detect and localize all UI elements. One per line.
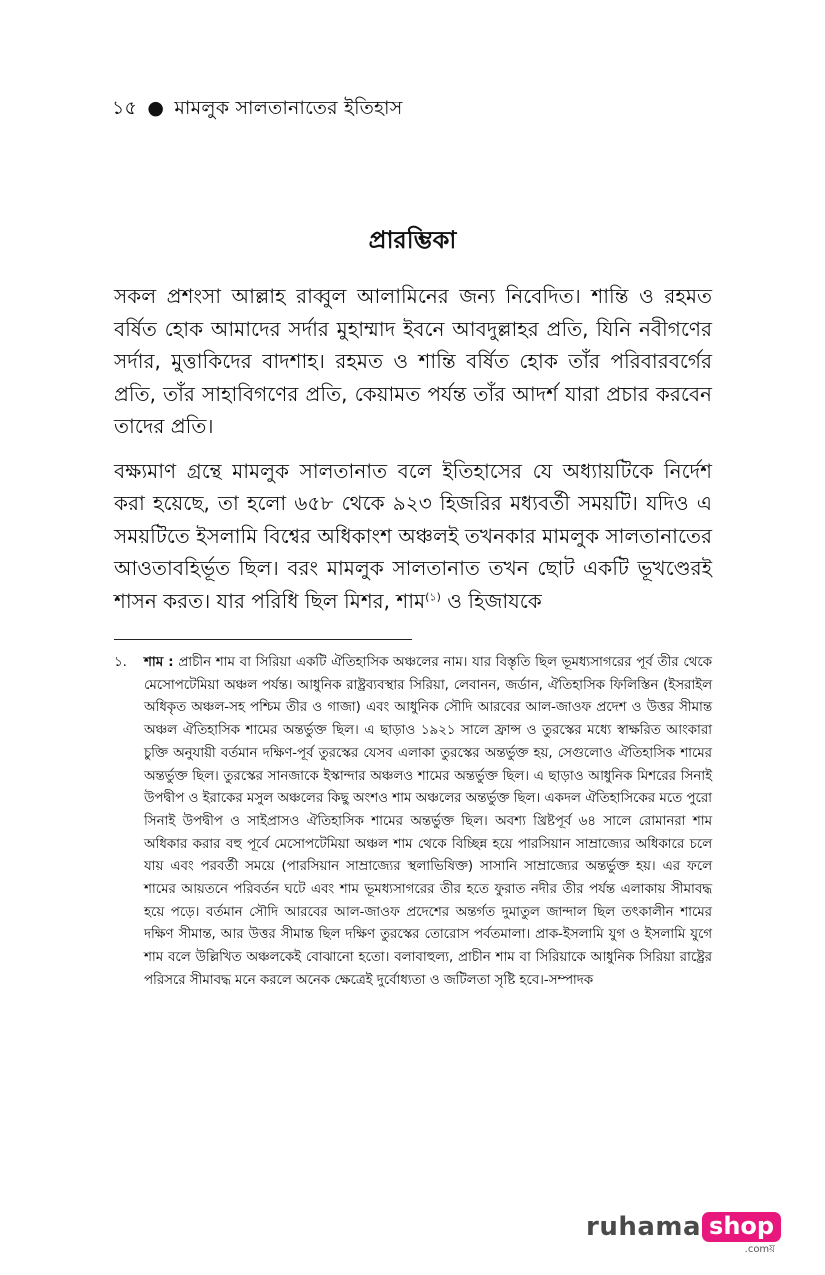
paragraph-2-text: বক্ষ্যমাণ গ্রন্থে মামলুক সালতানাত বলে ইতিহাসের যে অধ্যায়টিকে নির্দেশ করা হয়েছে, তা হলো ৬৫৮ থেকে ৯২৩ হিজরির মধ্যবর্তী সময়টি। যদিও এ সময়টিতে ইসলামি বিশ্বের অধিকাংশ অঞ্চলই তখনকার মামলুক সালতানাতের আওতাবহির্ভূত ছিল। বরং মামলুক সালতানাত তখন ছোট একটি ভূখণ্ডেরই শাসন করত। যার পরিধি ছিল মিশর, শাম <box>114 458 712 613</box>
footnote-number: ১. <box>114 655 127 670</box>
body-text <box>114 280 712 629</box>
chapter-title: প্রারম্ভিকা <box>368 226 457 254</box>
bullet-separator: ● <box>147 97 165 119</box>
footnote-reference[interactable]: (১) <box>425 589 441 603</box>
footnote-text: প্রাচীন শাম বা সিরিয়া একটি ঐতিহাসিক অঞ্চলের নাম। যার বিস্তৃতি ছিল ভূমধ্যসাগরের পূর্ব তীর থেকে মেসোপটেমিয়া অঞ্চল পর্যন্ত। আধুনিক রাষ্ট্রব্যবস্থার সিরিয়া, লেবানন, জর্ডান, ঐতিহাসিক ফিলিস্তিন (ইসরাইল অধিকৃত অঞ্চল-সহ পশ্চিম তীর ও গাজা) এবং আধুনিক সৌদি আরবের আল-জাওফ প্রদেশ ও উত্তর সীমান্ত অঞ্চল ঐতিহাসিক শামের অন্তর্ভুক্ত ছিল। এ ছাড়াও ১৯২১ সালে ফ্রান্স ও তুরস্কের মধ্যে স্বাক্ষরিত আংকারা চুক্তি অনুযায়ী বর্তমান দক্ষিণ-পূর্ব তুরস্কের যেসব এলাকা তুরস্কের অন্তর্ভুক্ত হয়, সেগুলোও ঐতিহাসিক শামের অন্তর্ভুক্ত ছিল। তুরস্কের সানজাকে ইস্কান্দার অঞ্চলও শামের অন্তর্ভুক্ত ছিল। এ ছাড়াও আধুনিক মিশরের সিনাই উপদ্বীপ ও ইরাকের মসুল অঞ্চলের কিছু অংশও শাম অঞ্চলের অন্তর্ভুক্ত ছিল। একদল ঐতিহাসিকের মতে পুরো সিনাই উপদ্বীপ ও সাইপ্রাসও ঐতিহাসিক শামের অন্তর্ভুক্ত ছিল। অবশ্য খ্রিষ্টপূর্ব ৬৪ সালে রোমানরা শাম অধিকার করার বহু পূর্বে মেসোপটেমিয়া অঞ্চল শাম থেকে বিচ্ছিন্ন হয়ে পারসিয়ান সাম্রাজ্যের অধিকারে চলে যায় এবং পরবর্তী সময়ে (পারসিয়ান সাম্রাজ্যের স্থলাভিষিক্ত) সাসানি সাম্রাজ্যের অন্তর্ভুক্ত হয়। এর ফলে শামের আয়তনে পরিবর্তন ঘটে এবং শাম ভূমধ্যসাগরের তীর হতে ফুরাত নদীর তীর পর্যন্ত এলাকায় সীমাবদ্ধ হয়ে পড়ে। বর্তমান সৌদি আরবের আল-জাওফ প্রদেশের অন্তর্গত দুমাতুল জান্দাল ছিল তৎকালীন শামের দক্ষিণ সীমান্ত, আর উত্তর সীমান্ত ছিল দক্ষিণ তুরস্কের তোরোস পর্বতমালা। প্রাক-ইসলামি যুগ ও ইসলামি যুগে শাম বলে উল্লিখিত অঞ্চলকেই বোঝানো হতো। বলাবাহুল্য, প্রাচীন শাম বা সিরিয়াকে আধুনিক সিরিয়া রাষ্ট্রের পরিসরে সীমাবদ্ধ মনে করলে অনেক ক্ষেত্রেই দুর্বোধ্যতা ও জটিলতা সৃষ্টি হবে।-সম্পাদক <box>144 655 712 988</box>
book-title: মামলুক সালতানাতের ইতিহাস <box>174 97 403 119</box>
paragraph-2-end: ও হিজাযকে <box>440 588 542 613</box>
logo-word: ruhama <box>586 1212 702 1242</box>
footnote-divider <box>114 639 412 640</box>
logo-box-word: shop <box>702 1212 781 1242</box>
ruhamashop-logo <box>586 1212 781 1256</box>
footnote <box>114 652 712 993</box>
footnote-term: শাম : <box>144 655 174 670</box>
footnote-body <box>144 652 712 993</box>
logo-subtext: .comয় <box>744 1244 776 1255</box>
paragraph-2 <box>114 455 712 618</box>
page-number: ১৫ <box>112 97 138 119</box>
paragraph-1: সকল প্রশংসা আল্লাহ রাব্বুল আলামিনের জন্য নিবেদিত। শান্তি ও রহমত বর্ষিত হোক আমাদের সর্দার মুহাম্মাদ ইবনে আবদুল্লাহর প্রতি, যিনি নবীগণের সর্দার, মুত্তাকিদের বাদশাহ। রহমত ও শান্তি বর্ষিত হোক তাঁর পরিবারবর্গের প্রতি, তাঁর সাহাবিগণের প্রতি, কেয়ামত পর্যন্ত তাঁর আদর্শ যারা প্রচার করবেন তাদের প্রতি। <box>114 284 712 438</box>
running-header <box>112 94 402 126</box>
